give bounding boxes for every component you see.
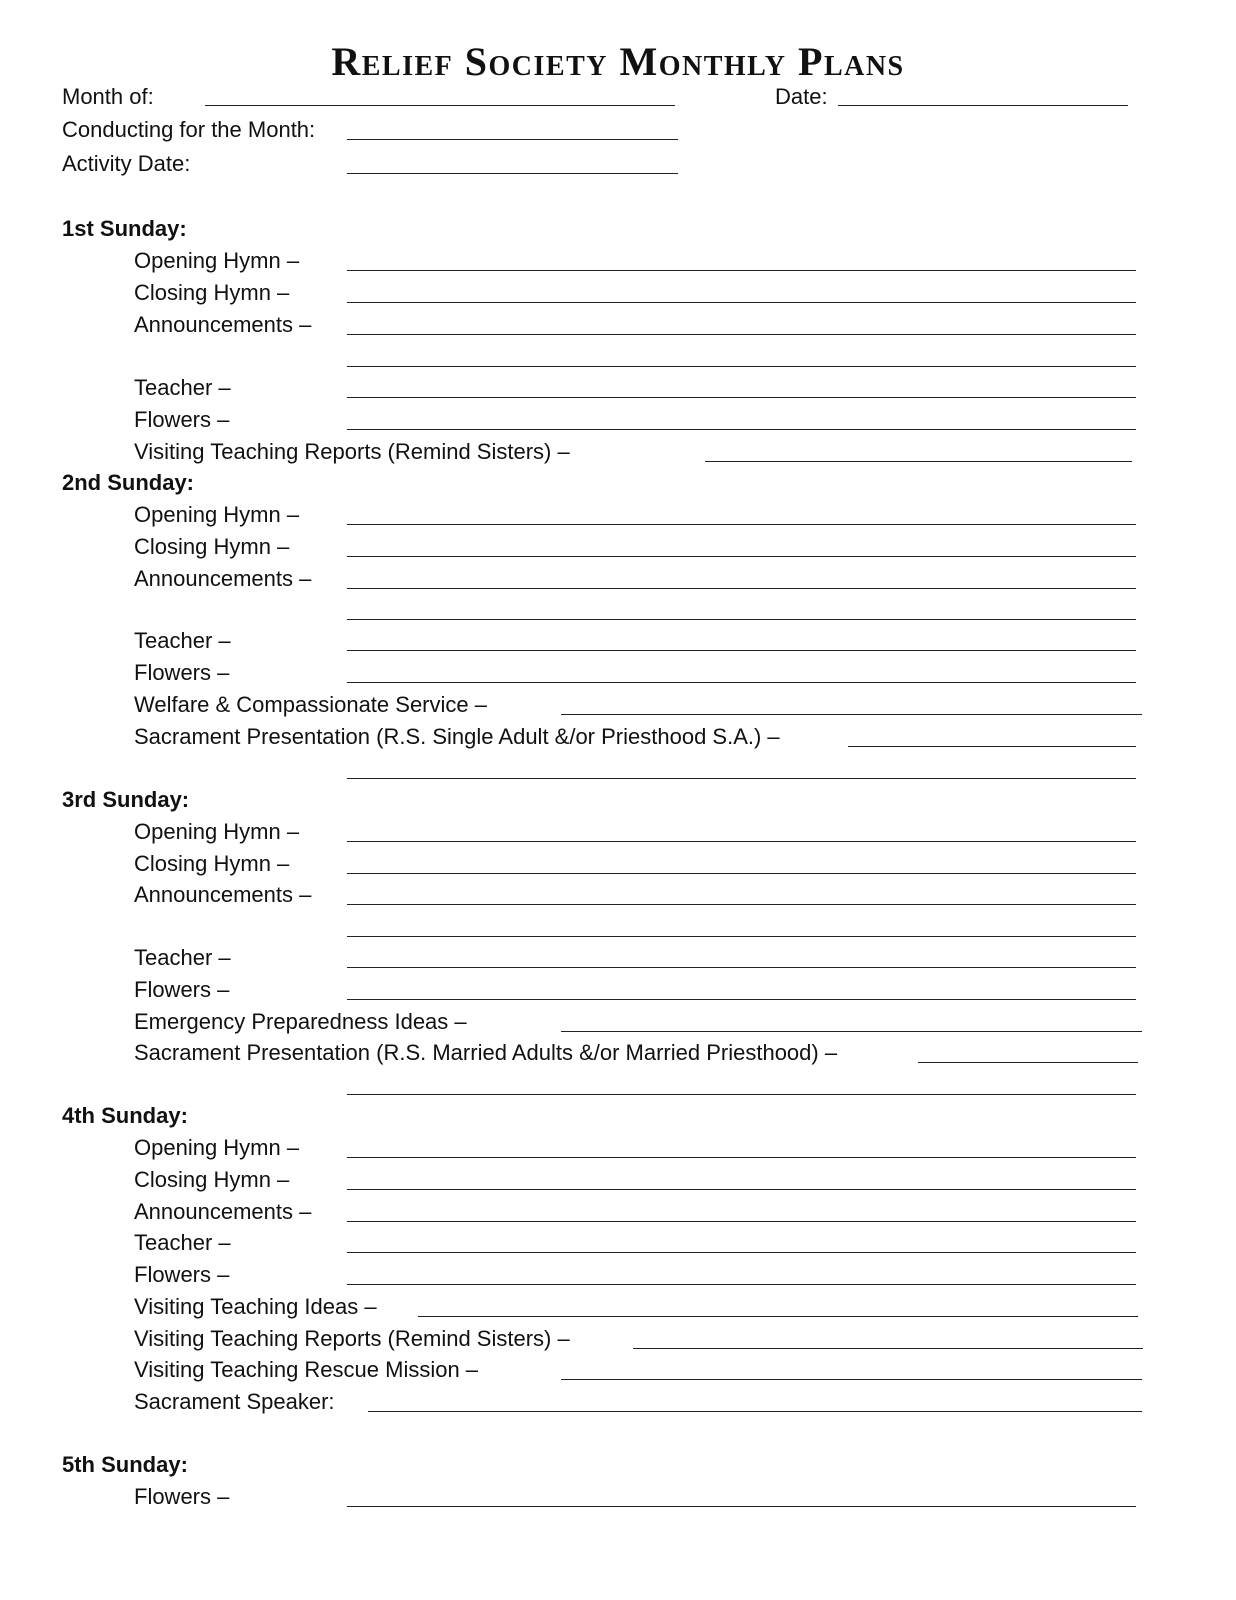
- month-field[interactable]: [205, 105, 675, 106]
- s1-opening-hymn-field[interactable]: [347, 270, 1136, 271]
- s3-emergency-field[interactable]: [561, 1031, 1142, 1032]
- s1-opening-hymn-label: Opening Hymn –: [134, 248, 300, 273]
- s3-sacrament-presentation-field[interactable]: [918, 1062, 1138, 1063]
- page-title: Relief Society Monthly Plans: [331, 39, 905, 84]
- s2-sacrament-presentation-field[interactable]: [848, 746, 1136, 747]
- s2-sacrament-presentation-label: Sacrament Presentation (R.S. Single Adult &/or Priesthood S.A.) –: [134, 724, 780, 749]
- s4-teacher-field[interactable]: [347, 1252, 1136, 1253]
- s4-vt-reports-label: Visiting Teaching Reports (Remind Sisters) –: [134, 1326, 570, 1351]
- activity-date-field[interactable]: [347, 173, 678, 174]
- s4-teacher-label: Teacher –: [134, 1230, 231, 1255]
- s1-announcements-field[interactable]: [347, 334, 1136, 335]
- s1-flowers-label: Flowers –: [134, 407, 230, 432]
- sunday-1-heading: 1st Sunday:: [62, 216, 187, 241]
- s4-opening-hymn-field[interactable]: [347, 1157, 1136, 1158]
- s3-flowers-label: Flowers –: [134, 977, 230, 1002]
- s4-vt-rescue-field[interactable]: [561, 1379, 1142, 1380]
- sunday-2-heading: 2nd Sunday:: [62, 470, 195, 495]
- month-label: Month of:: [62, 84, 154, 109]
- s2-flowers-field[interactable]: [347, 682, 1136, 683]
- s2-opening-hymn-field[interactable]: [347, 524, 1136, 525]
- s2-teacher-label: Teacher –: [134, 628, 231, 653]
- s1-teacher-label: Teacher –: [134, 375, 231, 400]
- s1-closing-hymn-field[interactable]: [347, 302, 1136, 303]
- conducting-field[interactable]: [347, 139, 678, 140]
- s3-flowers-field[interactable]: [347, 999, 1136, 1000]
- s1-announcements-label: Announcements –: [134, 312, 312, 337]
- date-label: Date:: [775, 84, 828, 109]
- s2-welfare-field[interactable]: [561, 714, 1142, 715]
- s2-announcements-field-2[interactable]: [347, 619, 1136, 620]
- s4-vt-reports-field[interactable]: [633, 1348, 1143, 1349]
- s2-closing-hymn-label: Closing Hymn –: [134, 534, 290, 559]
- s5-flowers-field[interactable]: [347, 1506, 1136, 1507]
- s3-teacher-label: Teacher –: [134, 945, 231, 970]
- s4-announcements-field[interactable]: [347, 1221, 1136, 1222]
- s1-vt-reports-field[interactable]: [705, 461, 1132, 462]
- s3-opening-hymn-label: Opening Hymn –: [134, 819, 300, 844]
- s2-welfare-label: Welfare & Compassionate Service –: [134, 692, 487, 717]
- s1-closing-hymn-label: Closing Hymn –: [134, 280, 290, 305]
- s4-flowers-label: Flowers –: [134, 1262, 230, 1287]
- s4-closing-hymn-label: Closing Hymn –: [134, 1167, 290, 1192]
- s4-sacrament-speaker-label: Sacrament Speaker:: [134, 1389, 335, 1414]
- s4-flowers-field[interactable]: [347, 1284, 1136, 1285]
- s5-flowers-label: Flowers –: [134, 1484, 230, 1509]
- s4-opening-hymn-label: Opening Hymn –: [134, 1135, 300, 1160]
- s2-opening-hymn-label: Opening Hymn –: [134, 502, 300, 527]
- s1-teacher-field[interactable]: [347, 397, 1136, 398]
- s3-sacrament-presentation-field-2[interactable]: [347, 1094, 1136, 1095]
- s2-sacrament-presentation-field-2[interactable]: [347, 778, 1136, 779]
- s4-sacrament-speaker-field[interactable]: [368, 1411, 1142, 1412]
- s3-announcements-label: Announcements –: [134, 882, 312, 907]
- s3-emergency-label: Emergency Preparedness Ideas –: [134, 1009, 467, 1034]
- s1-vt-reports-label: Visiting Teaching Reports (Remind Sisters) –: [134, 439, 570, 464]
- s2-announcements-field[interactable]: [347, 588, 1136, 589]
- s3-opening-hymn-field[interactable]: [347, 841, 1136, 842]
- s4-vt-ideas-field[interactable]: [418, 1316, 1138, 1317]
- s1-flowers-field[interactable]: [347, 429, 1136, 430]
- s2-closing-hymn-field[interactable]: [347, 556, 1136, 557]
- s4-vt-rescue-label: Visiting Teaching Rescue Mission –: [134, 1357, 479, 1382]
- s3-closing-hymn-field[interactable]: [347, 873, 1136, 874]
- date-field[interactable]: [838, 105, 1128, 106]
- sunday-3-heading: 3rd Sunday:: [62, 787, 190, 812]
- s2-flowers-label: Flowers –: [134, 660, 230, 685]
- conducting-label: Conducting for the Month:: [62, 117, 316, 142]
- s3-announcements-field-2[interactable]: [347, 936, 1136, 937]
- activity-date-label: Activity Date:: [62, 151, 191, 176]
- s4-closing-hymn-field[interactable]: [347, 1189, 1136, 1190]
- s1-announcements-field-2[interactable]: [347, 366, 1136, 367]
- s4-vt-ideas-label: Visiting Teaching Ideas –: [134, 1294, 377, 1319]
- s2-teacher-field[interactable]: [347, 650, 1136, 651]
- s3-teacher-field[interactable]: [347, 967, 1136, 968]
- s3-announcements-field[interactable]: [347, 904, 1136, 905]
- s4-announcements-label: Announcements –: [134, 1199, 312, 1224]
- s3-sacrament-presentation-label: Sacrament Presentation (R.S. Married Adults &/or Married Priesthood) –: [134, 1040, 838, 1065]
- sunday-4-heading: 4th Sunday:: [62, 1103, 188, 1128]
- s2-announcements-label: Announcements –: [134, 566, 312, 591]
- s3-closing-hymn-label: Closing Hymn –: [134, 851, 290, 876]
- sunday-5-heading: 5th Sunday:: [62, 1452, 188, 1477]
